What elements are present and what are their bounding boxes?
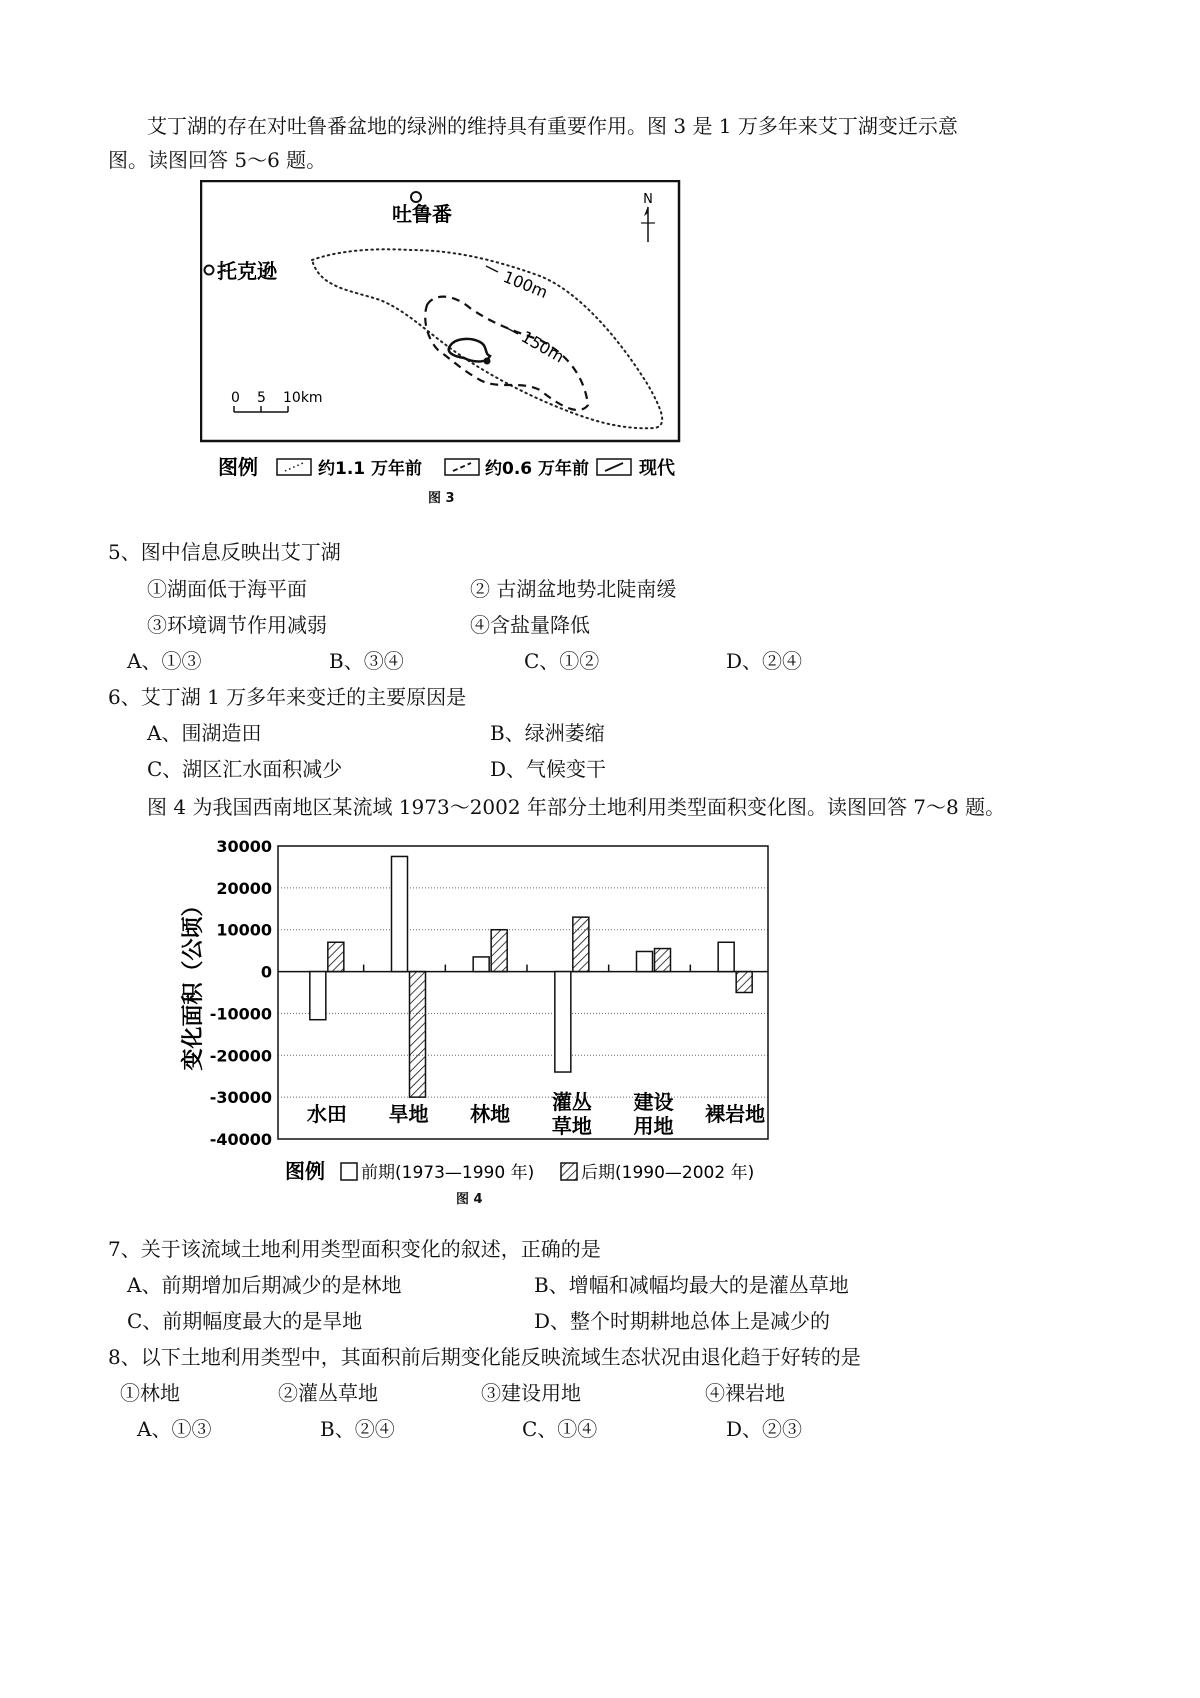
- q8-stem: 8、以下土地利用类型中，其面积前后期变化能反映流域生态状况由退化趋于好转的是: [108, 1345, 861, 1369]
- q5-option-c: C、①②: [524, 649, 600, 673]
- bar-late: [736, 972, 752, 993]
- q5-option-a: A、①③: [127, 649, 202, 673]
- q7-option-d: D、整个时期耕地总体上是减少的: [534, 1309, 831, 1333]
- lake-extent-11000-years: [312, 249, 662, 428]
- place-turpan: 吐鲁番: [392, 202, 452, 226]
- legend-swatch-early: [341, 1163, 357, 1180]
- map-legend: [215, 452, 695, 484]
- bar-late: [655, 949, 671, 972]
- land-use-change-chart: [170, 836, 800, 1156]
- y-tick-label: -20000: [209, 1046, 272, 1066]
- q8-item-2: ②灌丛草地: [278, 1381, 378, 1405]
- chart-y-axis-label: 变化面积（公顷）: [181, 894, 206, 1071]
- intro-paragraph-2: 图 4 为我国西南地区某流域 1973～2002 年部分土地利用类型面积变化图。读图回答 7～8 题。: [147, 795, 1006, 819]
- chart-plot-frame: [278, 846, 768, 1139]
- q8-option-c: C、①④: [522, 1417, 598, 1441]
- intro-paragraph-line-1: 艾丁湖的存在对吐鲁番盆地的绿洲的维持具有重要作用。图 3 是 1 万多年来艾丁湖变迁示意: [147, 114, 958, 138]
- y-tick-label: 0: [260, 962, 272, 982]
- q5-option-b: B、③④: [329, 649, 404, 673]
- bar-early: [310, 972, 326, 1020]
- legend-label-6000: 约0.6 万年前: [485, 459, 590, 479]
- q7-option-a: A、前期增加后期减少的是林地: [127, 1273, 402, 1297]
- legend-swatch-late: [561, 1163, 577, 1180]
- lake-extent-modern: [449, 339, 490, 362]
- q5-stem: 5、图中信息反映出艾丁湖: [108, 540, 341, 564]
- category-label: 林地: [470, 1102, 511, 1126]
- category-label: 裸岩地: [705, 1102, 766, 1126]
- intro-paragraph-line-2: 图。读图回答 5～6 题。: [108, 148, 327, 172]
- category-label: 水田: [306, 1102, 347, 1126]
- turpan-marker: [411, 192, 421, 202]
- q5-item-2: ② 古湖盆地势北陡南缓: [470, 577, 677, 601]
- bar-late: [328, 942, 344, 971]
- chart-legend: [283, 1157, 793, 1187]
- place-toksun: 托克逊: [217, 259, 277, 283]
- q7-option-c: C、前期幅度最大的是旱地: [127, 1309, 363, 1333]
- bar-early: [392, 856, 408, 971]
- y-tick-label: -40000: [209, 1130, 272, 1149]
- scale-bar: [231, 390, 323, 412]
- q6-option-d: D、气候变干: [490, 757, 607, 781]
- category-label: 用地: [633, 1114, 674, 1138]
- y-tick-label: 30000: [216, 837, 272, 856]
- bar-late: [410, 972, 426, 1098]
- svg-text:0: 0: [231, 390, 240, 406]
- q8-option-b: B、②④: [320, 1417, 395, 1441]
- q5-item-4: ④含盐量降低: [470, 613, 590, 637]
- q8-item-4: ④裸岩地: [705, 1381, 785, 1405]
- map-legend-title: 图例: [218, 455, 258, 479]
- y-tick-label: -30000: [209, 1088, 272, 1108]
- svg-text:N: N: [643, 192, 653, 207]
- q6-option-c: C、湖区汇水面积减少: [147, 757, 343, 781]
- y-tick-label: -10000: [209, 1004, 272, 1024]
- q5-item-3: ③环境调节作用减弱: [147, 613, 327, 637]
- lake-change-map: [200, 180, 682, 444]
- svg-text:5: 5: [257, 390, 266, 406]
- contour-label-150m: 150m: [518, 327, 568, 367]
- category-label: 建设: [633, 1090, 674, 1114]
- q5-item-1: ①湖面低于海平面: [147, 577, 307, 601]
- y-tick-label: 10000: [216, 920, 272, 940]
- chart-legend-title: 图例: [285, 1159, 325, 1183]
- bar-early: [637, 951, 653, 971]
- legend-label-early: 前期(1973—1990 年): [361, 1163, 535, 1183]
- q8-option-d: D、②③: [726, 1417, 803, 1441]
- q8-option-a: A、①③: [137, 1417, 212, 1441]
- category-label: 灌丛: [551, 1090, 592, 1114]
- q8-item-1: ①林地: [120, 1381, 180, 1405]
- bar-late: [491, 930, 507, 972]
- legend-label-late: 后期(1990—2002 年): [581, 1163, 755, 1183]
- legend-label-modern: 现代: [639, 458, 675, 479]
- bar-early: [555, 972, 571, 1072]
- q6-option-b: B、绿洲萎缩: [490, 721, 605, 745]
- north-arrow-icon: [641, 192, 655, 242]
- lake-dot: [484, 358, 491, 365]
- toksun-marker: [205, 266, 214, 275]
- q5-option-d: D、②④: [726, 649, 803, 673]
- q7-stem: 7、关于该流域土地利用类型面积变化的叙述，正确的是: [108, 1237, 601, 1261]
- category-label: 旱地: [388, 1102, 429, 1126]
- q6-option-a: A、围湖造田: [147, 721, 262, 745]
- q7-option-b: B、增幅和减幅均最大的是灌丛草地: [534, 1273, 849, 1297]
- figure-3-caption: 图 3: [428, 491, 455, 506]
- figure-4-caption: 图 4: [456, 1192, 483, 1207]
- svg-text:10km: 10km: [283, 390, 323, 406]
- y-tick-label: 20000: [216, 878, 272, 898]
- category-label: 草地: [551, 1114, 592, 1138]
- legend-label-11000: 约1.1 万年前: [318, 459, 423, 479]
- contour-label-100m: 100m: [500, 267, 551, 302]
- q8-item-3: ③建设用地: [481, 1381, 581, 1405]
- bar-early: [473, 957, 489, 972]
- bar-early: [718, 942, 734, 971]
- bar-late: [573, 917, 589, 971]
- q6-stem: 6、艾丁湖 1 万多年来变迁的主要原因是: [108, 685, 467, 709]
